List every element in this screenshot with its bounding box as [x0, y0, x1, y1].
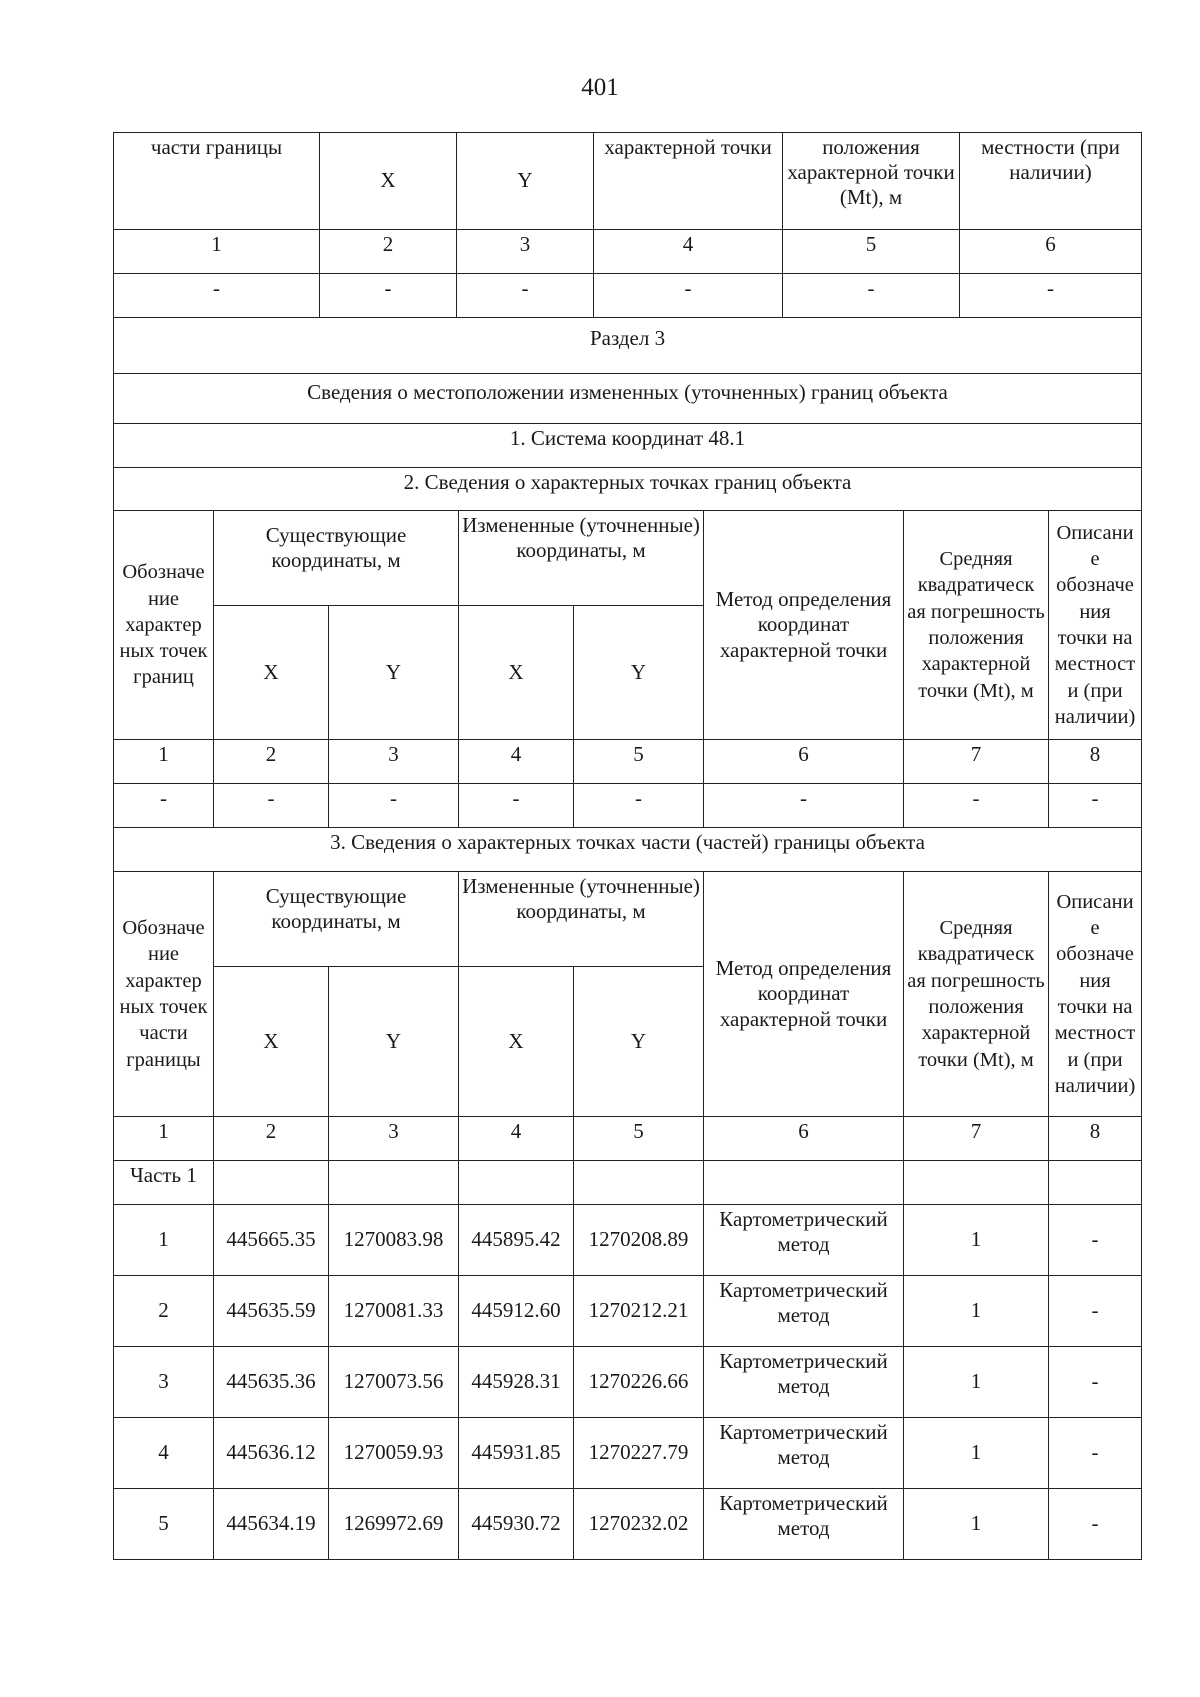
- coord-system-row: [114, 424, 1142, 468]
- header-cell: Y: [457, 133, 594, 230]
- col-number: 5: [783, 230, 960, 274]
- error-header: Средняя квадратическ ая погрешность положения характерной точки (Mt), м: [904, 511, 1049, 740]
- col-number: 1: [114, 1117, 214, 1161]
- existing-y: 1270083.98: [329, 1205, 459, 1276]
- table-row: [114, 1276, 1142, 1347]
- changed-x: 445895.42: [459, 1205, 574, 1276]
- empty-cell: -: [329, 784, 459, 828]
- part2-title-row: [114, 468, 1142, 511]
- col-number: 6: [704, 740, 904, 784]
- changed-x: 445931.85: [459, 1418, 574, 1489]
- changed-coords-header: Измененные (уточненные) координаты, м: [459, 872, 704, 967]
- existing-y: 1270059.93: [329, 1418, 459, 1489]
- section-subtitle-row: [114, 374, 1142, 424]
- description-cell: -: [1049, 1347, 1142, 1418]
- x-header: X: [214, 967, 329, 1117]
- col-number: 4: [594, 230, 783, 274]
- part-label: Часть 1: [114, 1161, 214, 1205]
- col-number: 3: [457, 230, 594, 274]
- changed-y: 1270208.89: [574, 1205, 704, 1276]
- description-cell: -: [1049, 1276, 1142, 1347]
- section-subtitle: Сведения о местоположении измененных (уточненных) границ объекта: [114, 374, 1142, 424]
- point-number: 5: [114, 1489, 214, 1560]
- existing-coords-header: Существующие координаты, м: [214, 511, 459, 606]
- coord-system: 1. Система координат 48.1: [114, 424, 1142, 468]
- col-number: 5: [574, 740, 704, 784]
- col-number: 2: [214, 1117, 329, 1161]
- part2-title: 2. Сведения о характерных точках границ объекта: [114, 468, 1142, 511]
- empty-cell: -: [904, 784, 1049, 828]
- y-header: Y: [329, 606, 459, 740]
- page-number: 401: [581, 74, 619, 101]
- y-header: Y: [329, 967, 459, 1117]
- changed-coords-header: Измененные (уточненные) координаты, м: [459, 511, 704, 606]
- changed-y: 1270232.02: [574, 1489, 704, 1560]
- y-header: Y: [574, 606, 704, 740]
- existing-x: 445665.35: [214, 1205, 329, 1276]
- existing-x: 445635.59: [214, 1276, 329, 1347]
- changed-x: 445928.31: [459, 1347, 574, 1418]
- empty-cell: [574, 1161, 704, 1205]
- col-number: 6: [704, 1117, 904, 1161]
- empty-cell: -: [459, 784, 574, 828]
- point-number: 4: [114, 1418, 214, 1489]
- empty-cell: [904, 1161, 1049, 1205]
- header-cell: местности (при наличии): [960, 133, 1142, 230]
- col-number: 1: [114, 740, 214, 784]
- error-header: Средняя квадратическ ая погрешность положения характерной точки (Mt), м: [904, 872, 1049, 1117]
- col-number: 1: [114, 230, 320, 274]
- existing-y: 1270073.56: [329, 1347, 459, 1418]
- method-cell: Картометрический метод: [704, 1418, 904, 1489]
- header-cell: положения характерной точки (Mt), м: [783, 133, 960, 230]
- empty-cell: -: [960, 274, 1142, 318]
- empty-cell: -: [114, 784, 214, 828]
- method-cell: Картометрический метод: [704, 1276, 904, 1347]
- error-cell: 1: [904, 1205, 1049, 1276]
- empty-cell: -: [1049, 784, 1142, 828]
- col-number: 8: [1049, 740, 1142, 784]
- point-number: 3: [114, 1347, 214, 1418]
- description-cell: -: [1049, 1205, 1142, 1276]
- existing-x: 445636.12: [214, 1418, 329, 1489]
- col-number: 3: [329, 740, 459, 784]
- point-number: 2: [114, 1276, 214, 1347]
- empty-row: [114, 274, 1142, 318]
- table3-number-row: [114, 1117, 1142, 1161]
- table-row: [114, 1205, 1142, 1276]
- existing-x: 445634.19: [214, 1489, 329, 1560]
- existing-x: 445635.36: [214, 1347, 329, 1418]
- error-cell: 1: [904, 1347, 1049, 1418]
- table3-header-row: [114, 872, 1142, 967]
- section-title-row: [114, 318, 1142, 374]
- error-cell: 1: [904, 1418, 1049, 1489]
- empty-cell: -: [457, 274, 594, 318]
- table-row: [114, 1489, 1142, 1560]
- point-designation-header: Обозначе ние характер ных точек части границы: [114, 872, 214, 1117]
- x-header: X: [214, 606, 329, 740]
- empty-cell: -: [320, 274, 457, 318]
- empty-cell: -: [574, 784, 704, 828]
- section3-table: [113, 317, 1142, 1560]
- changed-y: 1270227.79: [574, 1418, 704, 1489]
- empty-cell: [459, 1161, 574, 1205]
- empty-cell: -: [114, 274, 320, 318]
- col-number: 5: [574, 1117, 704, 1161]
- empty-cell: -: [704, 784, 904, 828]
- empty-cell: [1049, 1161, 1142, 1205]
- header-cell: X: [320, 133, 457, 230]
- col-number: 7: [904, 1117, 1049, 1161]
- header-cell: характерной точки: [594, 133, 783, 230]
- error-cell: 1: [904, 1276, 1049, 1347]
- empty-cell: [329, 1161, 459, 1205]
- empty-cell: [214, 1161, 329, 1205]
- description-header: Описани е обозначе ния точки на местност и (при наличии): [1049, 872, 1142, 1117]
- col-number: 2: [320, 230, 457, 274]
- table2-empty-row: [114, 784, 1142, 828]
- col-number: 4: [459, 740, 574, 784]
- method-cell: Картометрический метод: [704, 1489, 904, 1560]
- column-number-row: [114, 230, 1142, 274]
- part3-title: 3. Сведения о характерных точках части (частей) границы объекта: [114, 828, 1142, 872]
- col-number: 6: [960, 230, 1142, 274]
- changed-y: 1270212.21: [574, 1276, 704, 1347]
- existing-y: 1269972.69: [329, 1489, 459, 1560]
- section-title: Раздел 3: [114, 318, 1142, 374]
- top-table: [113, 132, 1142, 318]
- part-label-row: [114, 1161, 1142, 1205]
- y-header: Y: [574, 967, 704, 1117]
- table2-number-row: [114, 740, 1142, 784]
- existing-coords-header: Существующие координаты, м: [214, 872, 459, 967]
- col-number: 8: [1049, 1117, 1142, 1161]
- col-number: 2: [214, 740, 329, 784]
- x-header: X: [459, 606, 574, 740]
- error-cell: 1: [904, 1489, 1049, 1560]
- table-row: [114, 1418, 1142, 1489]
- changed-x: 445930.72: [459, 1489, 574, 1560]
- x-header: X: [459, 967, 574, 1117]
- description-header: Описани е обозначе ния точки на местност и (при наличии): [1049, 511, 1142, 740]
- empty-cell: -: [214, 784, 329, 828]
- method-cell: Картометрический метод: [704, 1205, 904, 1276]
- empty-cell: -: [783, 274, 960, 318]
- method-header: Метод определения координат характерной точки: [704, 511, 904, 740]
- changed-x: 445912.60: [459, 1276, 574, 1347]
- table2-header-row: [114, 511, 1142, 606]
- table-row: [114, 1347, 1142, 1418]
- col-number: 7: [904, 740, 1049, 784]
- part3-title-row: [114, 828, 1142, 872]
- empty-cell: -: [594, 274, 783, 318]
- top-header-row: [114, 133, 1142, 230]
- header-cell: части границы: [114, 133, 320, 230]
- col-number: 3: [329, 1117, 459, 1161]
- description-cell: -: [1049, 1489, 1142, 1560]
- existing-y: 1270081.33: [329, 1276, 459, 1347]
- method-header: Метод определения координат характерной точки: [704, 872, 904, 1117]
- point-number: 1: [114, 1205, 214, 1276]
- description-cell: -: [1049, 1418, 1142, 1489]
- col-number: 4: [459, 1117, 574, 1161]
- changed-y: 1270226.66: [574, 1347, 704, 1418]
- method-cell: Картометрический метод: [704, 1347, 904, 1418]
- point-designation-header: Обозначе ние характер ных точек границ: [114, 511, 214, 740]
- empty-cell: [704, 1161, 904, 1205]
